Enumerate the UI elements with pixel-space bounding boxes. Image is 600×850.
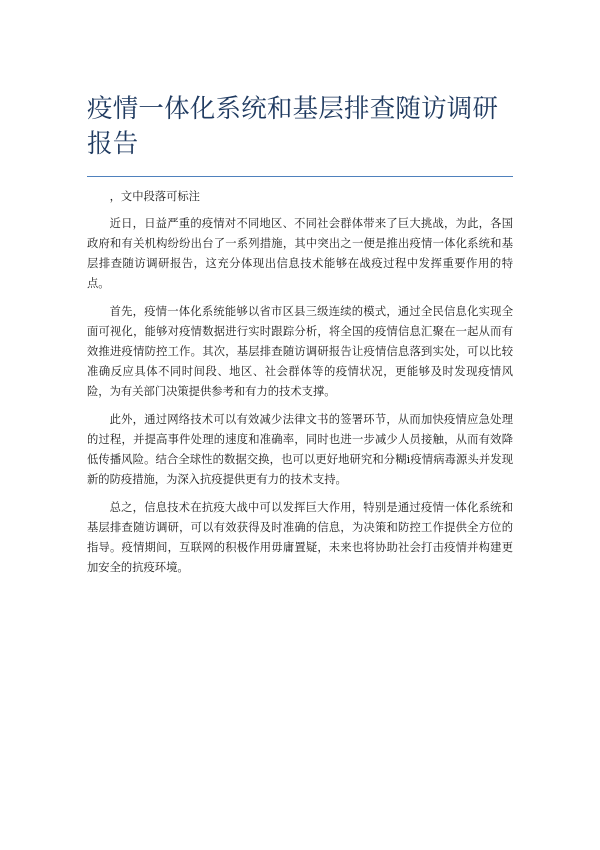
paragraph-3: 此外，通过网络技术可以有效减少法律文书的签署环节，从而加快疫情应急处理的过程，并提高事件处理的速度和准确率，同时也进一步减少人员接触，从而有效降低传播风险。结合全球性的数据交换，也可以更好地研究和分糊i疫情病毒源头并发现新的防疫措施，为深入抗疫提供更有力的技术支持。 bbox=[87, 413, 513, 486]
paragraph-4: 总之，信息技术在抗疫大战中可以发挥巨大作用，特别是通过疫情一体化系统和基层排查随访调研，可以有效获得及时准确的信息，为决策和防控工作提供全方位的指导。疫情期间，互联网的积极作用毋庸置疑，未来也将协助社会打击疫情并构建更加安全的抗疫环境。 bbox=[87, 501, 513, 574]
annotation-note: ，文中段落可标注 bbox=[109, 190, 200, 203]
document-title: 疫情一体化系统和基层排查随访调研报告 bbox=[87, 94, 499, 159]
title-divider bbox=[87, 176, 513, 177]
paragraph-1: 近日，日益严重的疫情对不同地区、不同社会群体带来了巨大挑战，为此，各国政府和有关机构纷纷出台了一系列措施，其中突出之一便是推出疫情一体化系统和基层排查随访调研报告，这充分体现出信息技术能够在战疫过程中发挥重要作用的特点。 bbox=[87, 217, 513, 290]
paragraph-2: 首先，疫情一体化系统能够以省市区县三级连续的模式，通过全民信息化实现全面可视化，能够对疫情数据进行实时跟踪分析，将全国的疫情信息汇聚在一起从而有效推进疫情防控工作。其次，基层排查随访调研报告让疫情信息落到实处，可以比较准确反应具体不同时间段、地区、社会群体等的疫情状况，更能够及时发现疫情风险，为有关部门决策提供参考和有力的技术支撑。 bbox=[87, 305, 513, 398]
document-body bbox=[87, 187, 513, 586]
